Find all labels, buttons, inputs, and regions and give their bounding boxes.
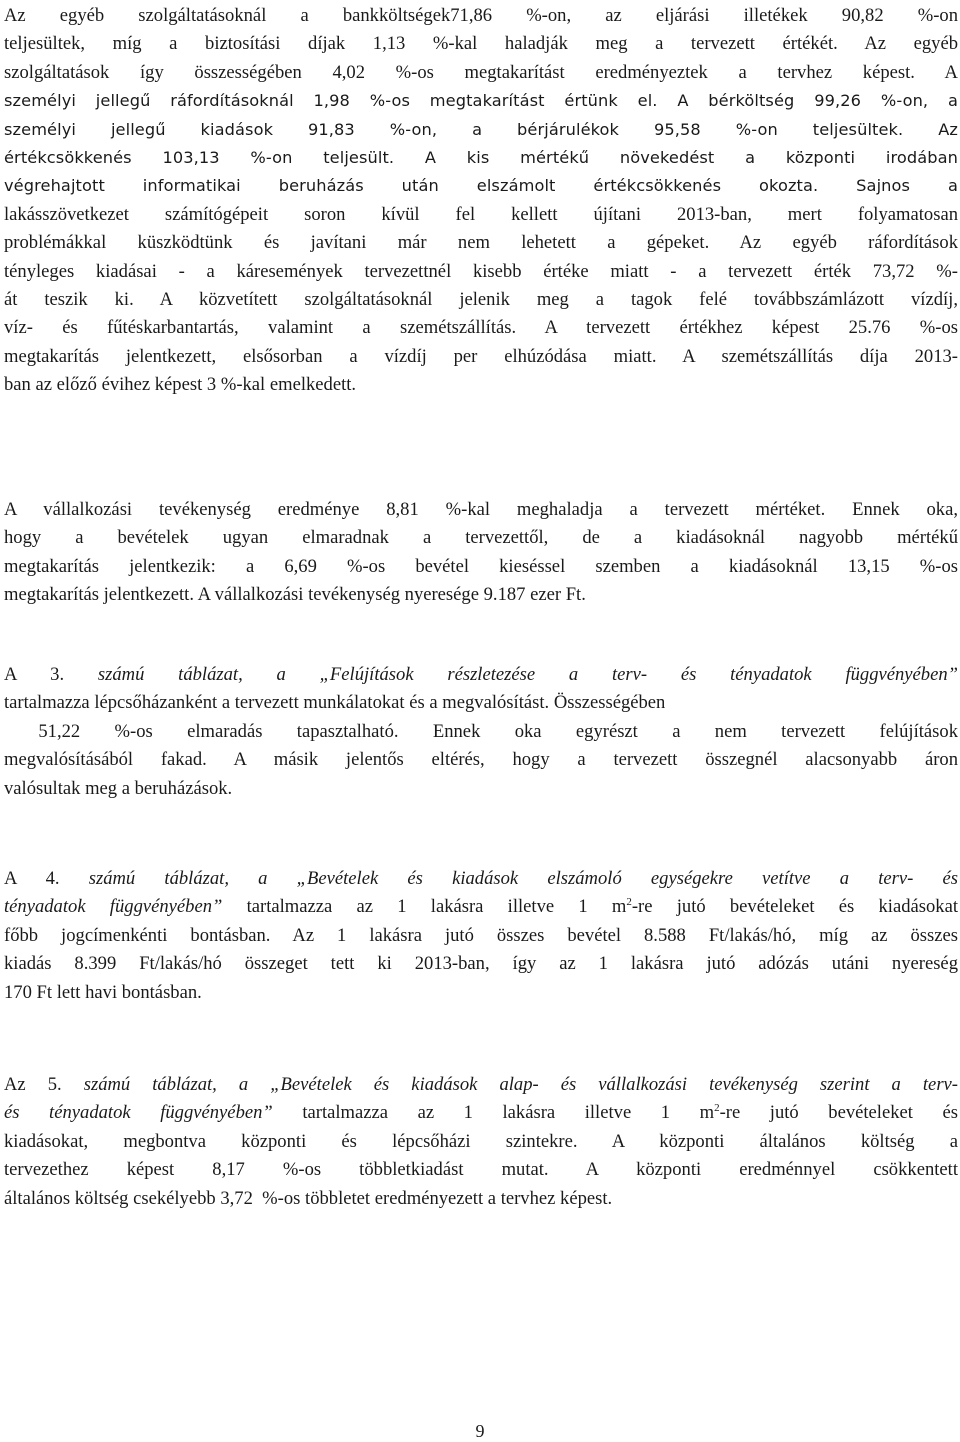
- table-ref: A 4.: [4, 868, 89, 889]
- text-line: ban az előző évihez képest 3 %-kal emelkedett.: [4, 374, 357, 396]
- paragraph-business-activity: [4, 496, 958, 610]
- text-line: általános költség csekélyebb 3,72 %-os többletet eredményezett a tervhez képest.: [4, 1187, 613, 1209]
- text-line: értékcsökkenés 103,13 %-on teljesült. A kis mértékű növekedést a központi irodában: [4, 148, 958, 168]
- text-line: hogy a bevételek ugyan elmaradnak a tervezettől, de a kiadásoknál nagyobb mértékű: [4, 527, 958, 549]
- paragraph-table-4: [4, 865, 958, 1007]
- table-ref: Az 5.: [4, 1074, 84, 1095]
- text-line: tényleges kiadásai - a káresemények tervezettnél kisebb értéke miatt - a tervezett érték 73,72 %-: [4, 260, 958, 282]
- paragraph-costs: [4, 2, 958, 400]
- table-title: számú táblázat, a „Felújítások részletezése a terv- és tényadatok függvényében”: [97, 664, 958, 685]
- text-line: szolgáltatások így összességében 4,02 %-os megtakarítást eredményeztek a tervhez képest. A: [4, 61, 958, 83]
- text-line: Az egyéb szolgáltatásoknál a bankköltségek71,86 %-on, az eljárási illetékek 90,82 %-on: [4, 5, 958, 26]
- superscript: 2: [626, 896, 632, 909]
- text-line: kiadás 8.399 Ft/lakás/hó összeget tett ki 2013-ban, így az 1 lakásra jutó adózás utáni nyereség: [4, 953, 958, 975]
- text-line: teljesültek, míg a biztosítási díjak 1,13 %-kal haladják meg a tervezett értékét. Az egyéb: [4, 33, 958, 55]
- text-line: A vállalkozási tevékenység eredménye 8,81 %-kal meghaladja a tervezett mértéket. Ennek oka,: [4, 499, 958, 520]
- text-line: megtakarítás jelentkezett, elsősorban a vízdíj per elhúzódása miatt. A szemétszállítás díja 2013-: [4, 345, 958, 367]
- text-run: -re jutó bevételeket és: [719, 1102, 959, 1124]
- text-run: tartalmazza az 1 lakásra illetve 1 m: [272, 1102, 715, 1124]
- table-title-cont: és tényadatok függvényében”: [4, 1102, 273, 1124]
- superscript: 2: [714, 1102, 720, 1115]
- text-line: lakásszövetkezet számítógépeit soron kívül fel kellett újítani 2013-ban, mert folyamatosan: [4, 203, 958, 225]
- text-line: [4, 1099, 958, 1127]
- text-run: -re jutó bevételeket és kiadásokat: [631, 896, 959, 918]
- text-line: [4, 661, 958, 689]
- page-number: 9: [475, 1421, 485, 1441]
- table-ref: A 3.: [4, 664, 98, 685]
- text-line: személyi jellegű ráfordításoknál 1,98 %-os megtakarítást értünk el. A bérköltség 99,26 %-on, a: [4, 91, 958, 111]
- text-line: tervezethez képest 8,17 %-os többletkiadást mutat. A központi eredménnyel csökkentett: [4, 1159, 958, 1181]
- text-line: valósultak meg a beruházások.: [4, 777, 233, 799]
- text-line: főbb jogcímenkénti bontásban. Az 1 lakásra jutó összes bevétel 8.588 Ft/lakás/hó, míg az összes: [4, 924, 958, 946]
- text-run: tartalmazza az 1 lakásra illetve 1 m: [222, 896, 627, 918]
- text-line: át teszik ki. A közvetített szolgáltatásoknál jelenik meg a tagok felé továbbszámlázott vízdíj,: [4, 289, 958, 311]
- text-line: 170 Ft lett havi bontásban.: [4, 981, 202, 1003]
- paragraph-table-3: [4, 661, 958, 803]
- text-line: megtakarítás jelentkezett. A vállalkozási tevékenység nyeresége 9.187 ezer Ft.: [4, 584, 586, 606]
- text-line: víz- és fűtéskarbantartás, valamint a szemétszállítás. A tervezett értékhez képest 25.76 %-os: [4, 317, 958, 339]
- text-line: végrehajtott informatikai beruházás után elszámolt értékcsökkenés okozta. Sajnos a: [4, 176, 958, 196]
- table-title: számú táblázat, a „Bevételek és kiadások alap- és vállalkozási tevékenység szerint a terv-: [83, 1074, 958, 1095]
- table-title-cont: tényadatok függvényében”: [4, 896, 223, 918]
- text-line: tartalmazza lépcsőházanként a tervezett munkálatokat és a megvalósítást. Összességében: [4, 692, 666, 714]
- table-title: számú táblázat, a „Bevételek és kiadások elszámoló egységekre vetítve a terv- és: [88, 868, 958, 889]
- text-line: kiadásokat, megbontva központi és lépcsőházi szintekre. A központi általános költség a: [4, 1130, 958, 1152]
- text-line: 51,22 %-os elmaradás tapasztalható. Ennek oka egyrészt a nem tervezett felújítások: [4, 720, 958, 742]
- text-line: [4, 865, 958, 893]
- text-line: megtakarítás jelentkezik: a 6,69 %-os bevétel kieséssel szemben a kiadásoknál 13,15 %-os: [4, 555, 958, 577]
- text-line: személyi jellegű kiadások 91,83 %-on, a bérjárulékok 95,58 %-on teljesültek. Az: [4, 119, 958, 139]
- paragraph-table-5: [4, 1071, 958, 1213]
- text-line: problémákkal küszködtünk és javítani már nem lehetett a gépeket. Az egyéb ráfordítások: [4, 232, 958, 254]
- text-line: [4, 893, 958, 921]
- text-line: [4, 1071, 958, 1099]
- text-line: megvalósításából fakad. A másik jelentős eltérés, hogy a tervezett összegnél alacsonyabb áron: [4, 749, 958, 771]
